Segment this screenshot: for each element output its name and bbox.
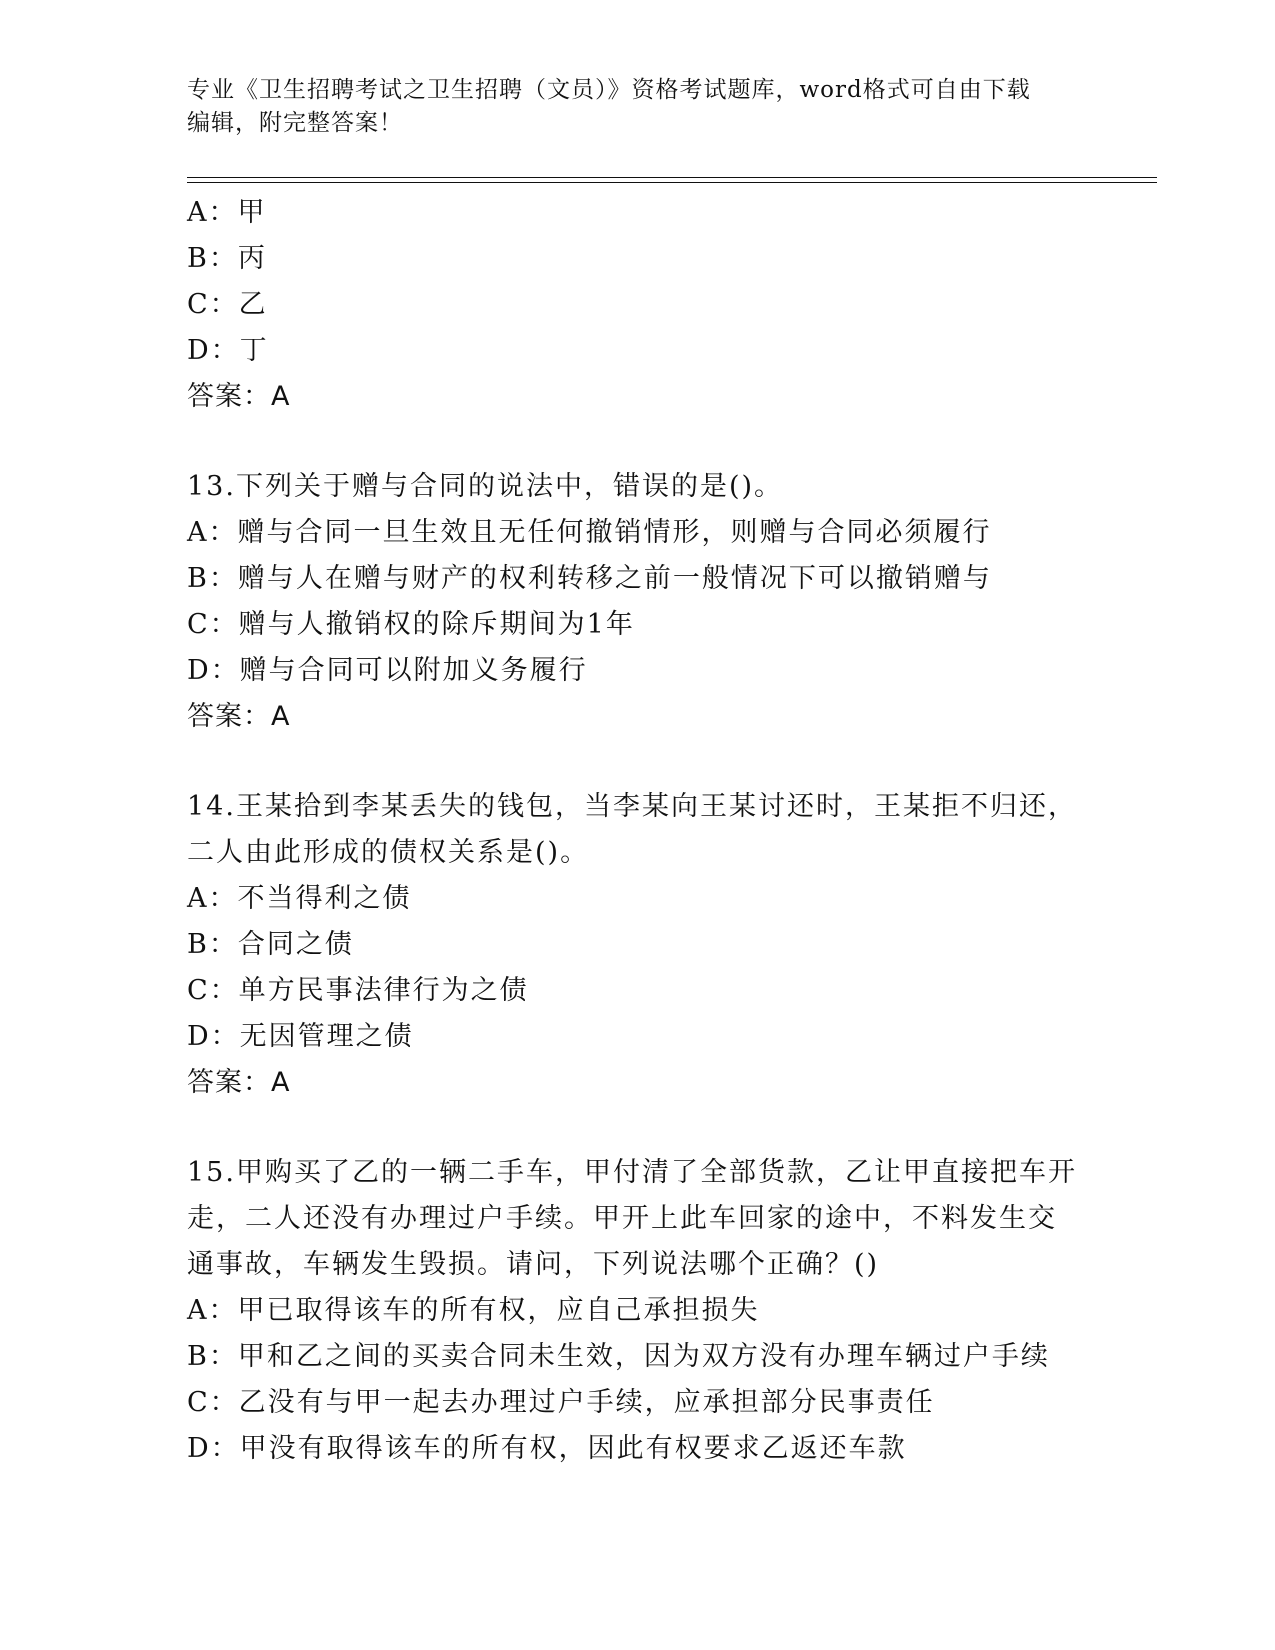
q13-answer: 答案：A xyxy=(187,701,291,732)
q14-option-d: D：无因管理之债 xyxy=(187,1021,414,1052)
q15-option-c: C：乙没有与甲一起去办理过户手续，应承担部分民事责任 xyxy=(187,1387,935,1418)
q15-stem-line-3: 通事故，车辆发生毁损。请问，下列说法哪个正确？() xyxy=(187,1249,880,1280)
question-content xyxy=(187,190,1087,1472)
q15-option-b: B：甲和乙之间的买卖合同未生效，因为双方没有办理车辆过户手续 xyxy=(187,1341,1050,1372)
question-14-block xyxy=(187,784,1087,1106)
q12-answer: 答案：A xyxy=(187,381,291,412)
header-rule-top xyxy=(187,177,1157,178)
header-line-1: 专业《卫生招聘考试之卫生招聘（文员）》资格考试题库，word格式可自由下载 xyxy=(187,77,1031,103)
q14-answer: 答案：A xyxy=(187,1067,291,1098)
q12-option-a: A：甲 xyxy=(187,197,267,228)
spacer xyxy=(187,420,1087,464)
question-15-block xyxy=(187,1150,1087,1472)
q13-option-b: B：赠与人在赠与财产的权利转移之前一般情况下可以撤销赠与 xyxy=(187,563,992,594)
document-header xyxy=(187,74,1087,140)
q12-option-b: B：丙 xyxy=(187,243,267,274)
q13-stem: 13.下列关于赠与合同的说法中，错误的是()。 xyxy=(187,471,784,502)
q14-option-c: C：单方民事法律行为之债 xyxy=(187,975,529,1006)
question-12-block xyxy=(187,190,1087,420)
q15-option-a: A：甲已取得该车的所有权，应自己承担损失 xyxy=(187,1295,760,1326)
q12-option-d: D：丁 xyxy=(187,335,269,366)
spacer xyxy=(187,1106,1087,1150)
q14-stem-line-2: 二人由此形成的债权关系是()。 xyxy=(187,837,590,868)
header-rule-bottom xyxy=(187,182,1157,183)
q15-option-d: D：甲没有取得该车的所有权，因此有权要求乙返还车款 xyxy=(187,1433,907,1464)
q13-option-a: A：赠与合同一旦生效且无任何撤销情形，则赠与合同必须履行 xyxy=(187,517,992,548)
q12-option-c: C：乙 xyxy=(187,289,268,320)
q14-stem-line-1: 14.王某拾到李某丢失的钱包，当李某向王某讨还时，王某拒不归还， xyxy=(187,791,1077,822)
question-13-block xyxy=(187,464,1087,740)
q14-option-a: A：不当得利之债 xyxy=(187,883,412,914)
q13-option-c: C：赠与人撤销权的除斥期间为1年 xyxy=(187,609,635,640)
header-line-2: 编辑，附完整答案！ xyxy=(187,110,403,136)
q14-option-b: B：合同之债 xyxy=(187,929,354,960)
q13-option-d: D：赠与合同可以附加义务履行 xyxy=(187,655,588,686)
q15-stem-line-2: 走，二人还没有办理过户手续。甲开上此车回家的途中，不料发生交 xyxy=(187,1203,1057,1234)
q15-stem-line-1: 15.甲购买了乙的一辆二手车，甲付清了全部货款，乙让甲直接把车开 xyxy=(187,1157,1077,1188)
spacer xyxy=(187,740,1087,784)
